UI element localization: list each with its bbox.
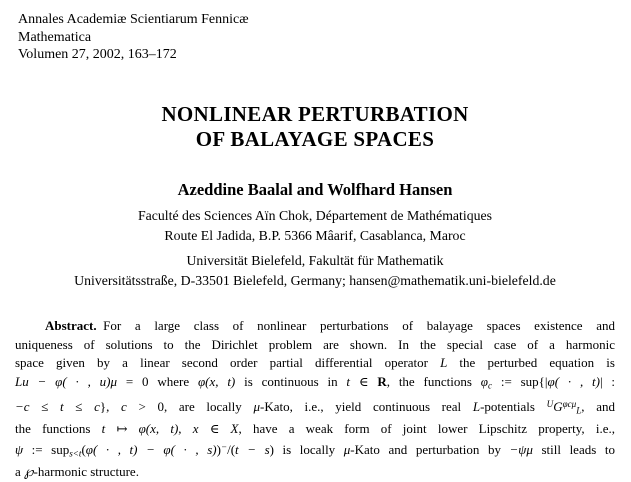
journal-volume-pages: Volumen 27, 2002, 163–172 [18,47,177,62]
abstract-line: ψ := sups<t(φ( · , t) − φ( · , s))−/(t − s) is locally μ-Kato and perturbation by −ψμ still leads to [15,442,615,459]
journal-series: Mathematica [18,29,92,45]
abstract-line: space given by a linear second order partial differential operator L the perturbed equation is [15,355,615,370]
abstract-line: Abstract. For a large class of nonlinear perturbations of balayage spaces existence and [45,318,615,333]
abstract-line: uniqueness of solutions to the Dirichlet problem are shown. In the special case of a harmonic [15,336,615,352]
paper-title [15,102,615,151]
abstract-paragraph [15,317,615,482]
paper-title-line-1: NONLINEAR PERTURBATION [161,102,469,126]
authors-line: Azeddine Baalal and Wolfhard Hansen [177,180,453,199]
affiliations-block [15,206,615,291]
affiliation-line-with-email: Universitätsstraße, D-33501 Bielefeld, Germany; hansen@mathematik.uni-bielefeld.de [74,273,556,288]
paper-title-line-2: OF BALAYAGE SPACES [195,126,435,151]
abstract-line: a ℘-harmonic structure. [15,464,139,480]
abstract-line: −c ≤ t ≤ c}, c > 0, are locally μ-Kato, i.e., yield continuous real L-potentials $^UG^{\varphi c\mu}L$, and [15,398,615,416]
abstract-line: the functions t ↦ φ(x, t), x ∈ X, have a weak form of joint lower Lipschitz property, i.e., [15,420,615,436]
journal-header [18,11,249,64]
affiliation-line: Faculté des Sciences Aïn Chok, Département de Mathématiques [137,208,493,223]
abstract-line: Lu − φ( · , u)μ = 0 where φ(x, t) is continuous in t ∈ R, the functions φc := sup{|φ( · , t)| : [15,373,616,391]
affiliation-line: Route El Jadida, B.P. 5366 Mâarif, Casablanca, Maroc [164,228,466,243]
journal-name: Annales Academiæ Scientiarum Fennicæ [18,12,249,27]
affiliation-line: Universität Bielefeld, Fakultät für Mathematik [186,253,444,268]
